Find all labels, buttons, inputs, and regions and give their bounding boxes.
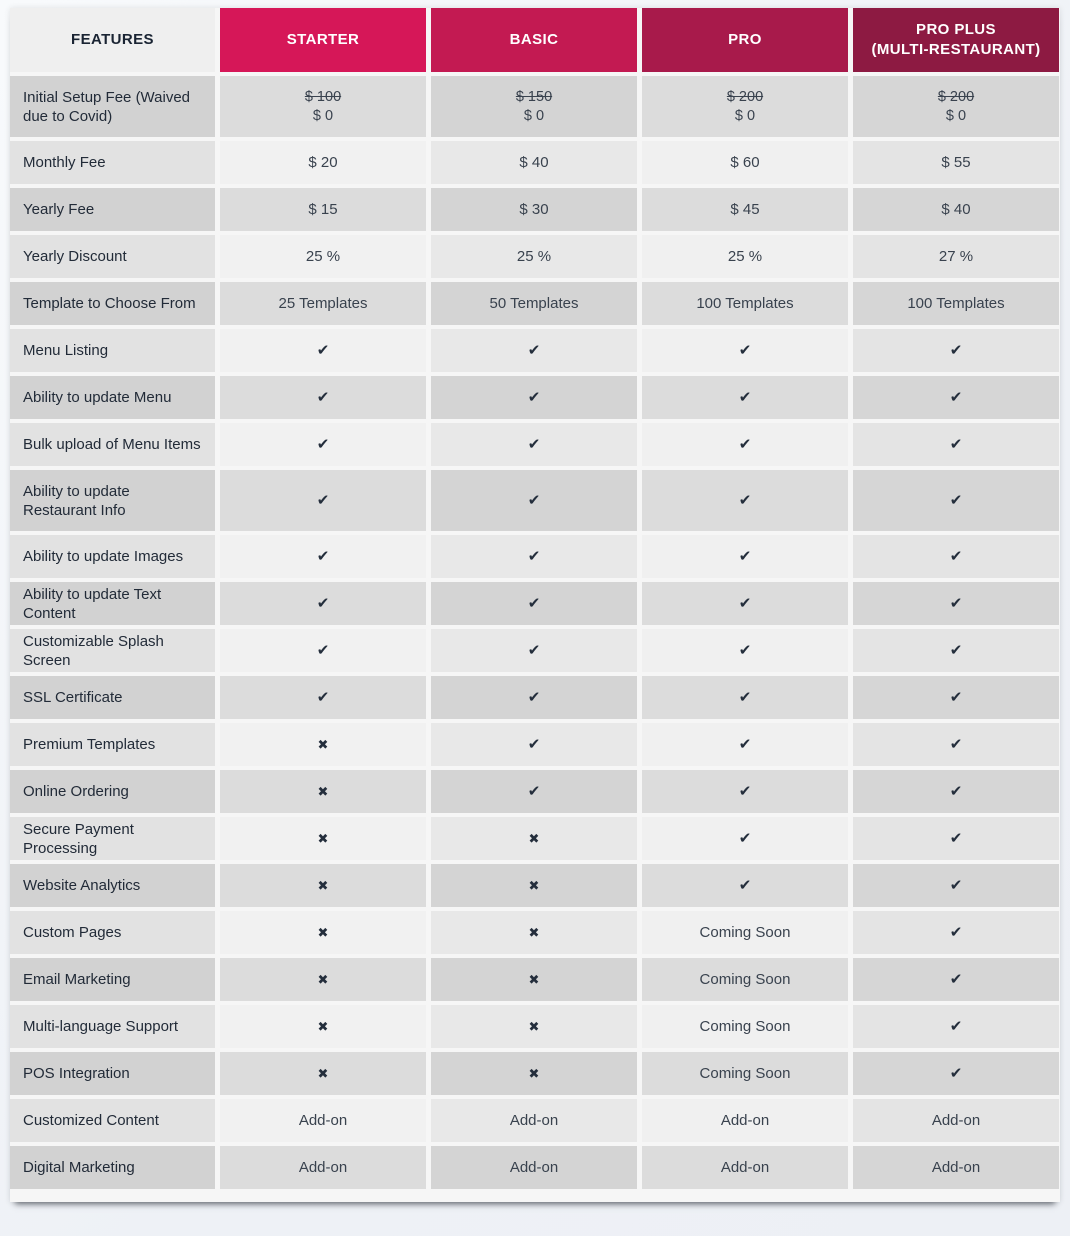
feature-label-text: Premium Templates [23,736,156,753]
cell-value: Coming Soon [642,1052,848,1095]
header-label-line: (MULTI-RESTAURANT) [871,41,1041,58]
cell-value: Coming Soon [642,1005,848,1048]
check-icon: ✔ [853,911,1059,954]
cell-value: Add-on [431,1146,637,1189]
check-icon: ✔ [642,629,848,672]
feature-label-text: Template to Choose From [23,295,196,312]
cell-value: $ 45 [642,188,848,231]
feature-label-text: Website Analytics [23,877,141,894]
original-price-strikethrough: $ 150 [515,88,553,105]
check-icon: ✔ [431,582,637,625]
check-icon: ✔ [220,535,426,578]
cross-icon: ✖ [220,911,426,954]
check-icon: ✔ [853,1005,1059,1048]
check-icon: ✔ [853,723,1059,766]
check-icon: ✔ [642,329,848,372]
check-icon: ✔ [642,676,848,719]
cell-waived-price [642,76,848,137]
cross-icon: ✖ [431,911,637,954]
check-icon: ✔ [220,470,426,531]
plan-header-starter [220,8,426,72]
check-icon: ✔ [853,676,1059,719]
feature-label [10,141,215,184]
cell-value: $ 60 [642,141,848,184]
cell-value: $ 40 [853,188,1059,231]
plan-header-basic [431,8,637,72]
check-icon: ✔ [431,376,637,419]
check-icon: ✔ [853,1052,1059,1095]
feature-label-text: SSL Certificate [23,689,123,706]
feature-label [10,1099,215,1142]
pricing-comparison-table [10,8,1060,1202]
current-price: $ 0 [523,107,545,124]
cell-value: 27 % [853,235,1059,278]
check-icon: ✔ [220,582,426,625]
original-price-strikethrough: $ 200 [726,88,764,105]
check-icon: ✔ [853,423,1059,466]
check-icon: ✔ [220,329,426,372]
check-icon: ✔ [853,535,1059,578]
cross-icon: ✖ [220,1052,426,1095]
check-icon: ✔ [431,723,637,766]
check-icon: ✔ [853,629,1059,672]
check-icon: ✔ [642,723,848,766]
feature-label [10,723,215,766]
cell-value: Add-on [431,1099,637,1142]
cell-waived-price [853,76,1059,137]
check-icon: ✔ [431,629,637,672]
cell-value: Add-on [220,1146,426,1189]
cross-icon: ✖ [220,864,426,907]
header-label-line: STARTER [286,31,360,48]
check-icon: ✔ [853,582,1059,625]
feature-label-text: Customizable Splash Screen [23,632,164,669]
plan-header-pro [642,8,848,72]
current-price: $ 0 [734,107,756,124]
cell-value: Add-on [642,1146,848,1189]
check-icon: ✔ [431,329,637,372]
header-label-line: BASIC [509,31,559,48]
cross-icon: ✖ [431,817,637,860]
check-icon: ✔ [220,676,426,719]
cell-value: Coming Soon [642,911,848,954]
feature-label [10,676,215,719]
current-price: $ 0 [945,107,967,124]
current-price: $ 0 [312,107,334,124]
feature-label-text: Custom Pages [23,924,122,941]
check-icon: ✔ [853,817,1059,860]
header-label-line: PRO PLUS [916,21,996,38]
feature-label-text: Email Marketing [23,971,131,988]
plans-grid [10,8,1060,1189]
feature-label-text: Customized Content [23,1112,159,1129]
feature-label-text: Monthly Fee [23,154,106,171]
cell-value: 25 Templates [220,282,426,325]
cross-icon: ✖ [431,1005,637,1048]
cross-icon: ✖ [431,864,637,907]
features-column-header [10,8,215,72]
check-icon: ✔ [431,770,637,813]
check-icon: ✔ [642,864,848,907]
feature-label [10,911,215,954]
check-icon: ✔ [853,958,1059,1001]
cross-icon: ✖ [220,770,426,813]
cell-waived-price [431,76,637,137]
check-icon: ✔ [642,770,848,813]
feature-label [10,817,215,860]
check-icon: ✔ [642,376,848,419]
check-icon: ✔ [642,535,848,578]
cell-value: 50 Templates [431,282,637,325]
check-icon: ✔ [853,329,1059,372]
feature-label-text: Multi-language Support [23,1018,179,1035]
cell-waived-price [220,76,426,137]
feature-label [10,376,215,419]
check-icon: ✔ [853,470,1059,531]
cell-value: $ 30 [431,188,637,231]
feature-label [10,470,215,531]
cell-value: $ 40 [431,141,637,184]
plan-header-pro_plus [853,8,1059,72]
feature-label [10,329,215,372]
feature-label [10,1005,215,1048]
check-icon: ✔ [220,423,426,466]
check-icon: ✔ [431,470,637,531]
feature-label [10,770,215,813]
cross-icon: ✖ [220,1005,426,1048]
check-icon: ✔ [642,423,848,466]
feature-label-text: Ability to update Restaurant Info [23,482,130,519]
cell-value: $ 15 [220,188,426,231]
feature-label-text: Bulk upload of Menu Items [23,436,201,453]
cell-value: Add-on [853,1099,1059,1142]
feature-label [10,1146,215,1189]
feature-label-text: Ability to update Images [23,548,184,565]
check-icon: ✔ [642,582,848,625]
feature-label-text: Ability to update Menu [23,389,172,406]
cross-icon: ✖ [431,1052,637,1095]
feature-label-text: Digital Marketing [23,1159,135,1176]
cross-icon: ✖ [220,723,426,766]
original-price-strikethrough: $ 200 [937,88,975,105]
cell-value: Add-on [220,1099,426,1142]
original-price-strikethrough: $ 100 [304,88,342,105]
cell-value: 100 Templates [853,282,1059,325]
check-icon: ✔ [431,676,637,719]
check-icon: ✔ [853,770,1059,813]
feature-label [10,188,215,231]
header-label-line: PRO [728,31,762,48]
feature-label [10,76,215,137]
feature-label-text: Initial Setup Fee (Waived due to Covid) [23,88,191,125]
feature-label-text: Ability to update Text Content [23,585,162,622]
feature-label [10,423,215,466]
feature-label-text: Online Ordering [23,783,129,800]
check-icon: ✔ [431,535,637,578]
cell-value: Add-on [853,1146,1059,1189]
feature-label-text: Yearly Fee [23,201,95,218]
feature-label [10,535,215,578]
feature-label [10,629,215,672]
check-icon: ✔ [642,470,848,531]
feature-label [10,1052,215,1095]
cell-value: 100 Templates [642,282,848,325]
cell-value: 25 % [642,235,848,278]
feature-label-text: Secure Payment Processing [23,820,134,857]
feature-label [10,958,215,1001]
feature-label-text: Menu Listing [23,342,109,359]
cell-value: Coming Soon [642,958,848,1001]
cell-value: 25 % [220,235,426,278]
cell-value: $ 20 [220,141,426,184]
feature-label [10,235,215,278]
check-icon: ✔ [220,376,426,419]
check-icon: ✔ [431,423,637,466]
cross-icon: ✖ [431,958,637,1001]
check-icon: ✔ [853,864,1059,907]
header-label-line: FEATURES [71,31,154,48]
check-icon: ✔ [853,376,1059,419]
cross-icon: ✖ [220,817,426,860]
feature-label-text: Yearly Discount [23,248,127,265]
cross-icon: ✖ [220,958,426,1001]
feature-label [10,282,215,325]
check-icon: ✔ [642,817,848,860]
feature-label [10,582,215,625]
feature-label-text: POS Integration [23,1065,130,1082]
cell-value: 25 % [431,235,637,278]
check-icon: ✔ [220,629,426,672]
cell-value: $ 55 [853,141,1059,184]
cell-value: Add-on [642,1099,848,1142]
feature-label [10,864,215,907]
